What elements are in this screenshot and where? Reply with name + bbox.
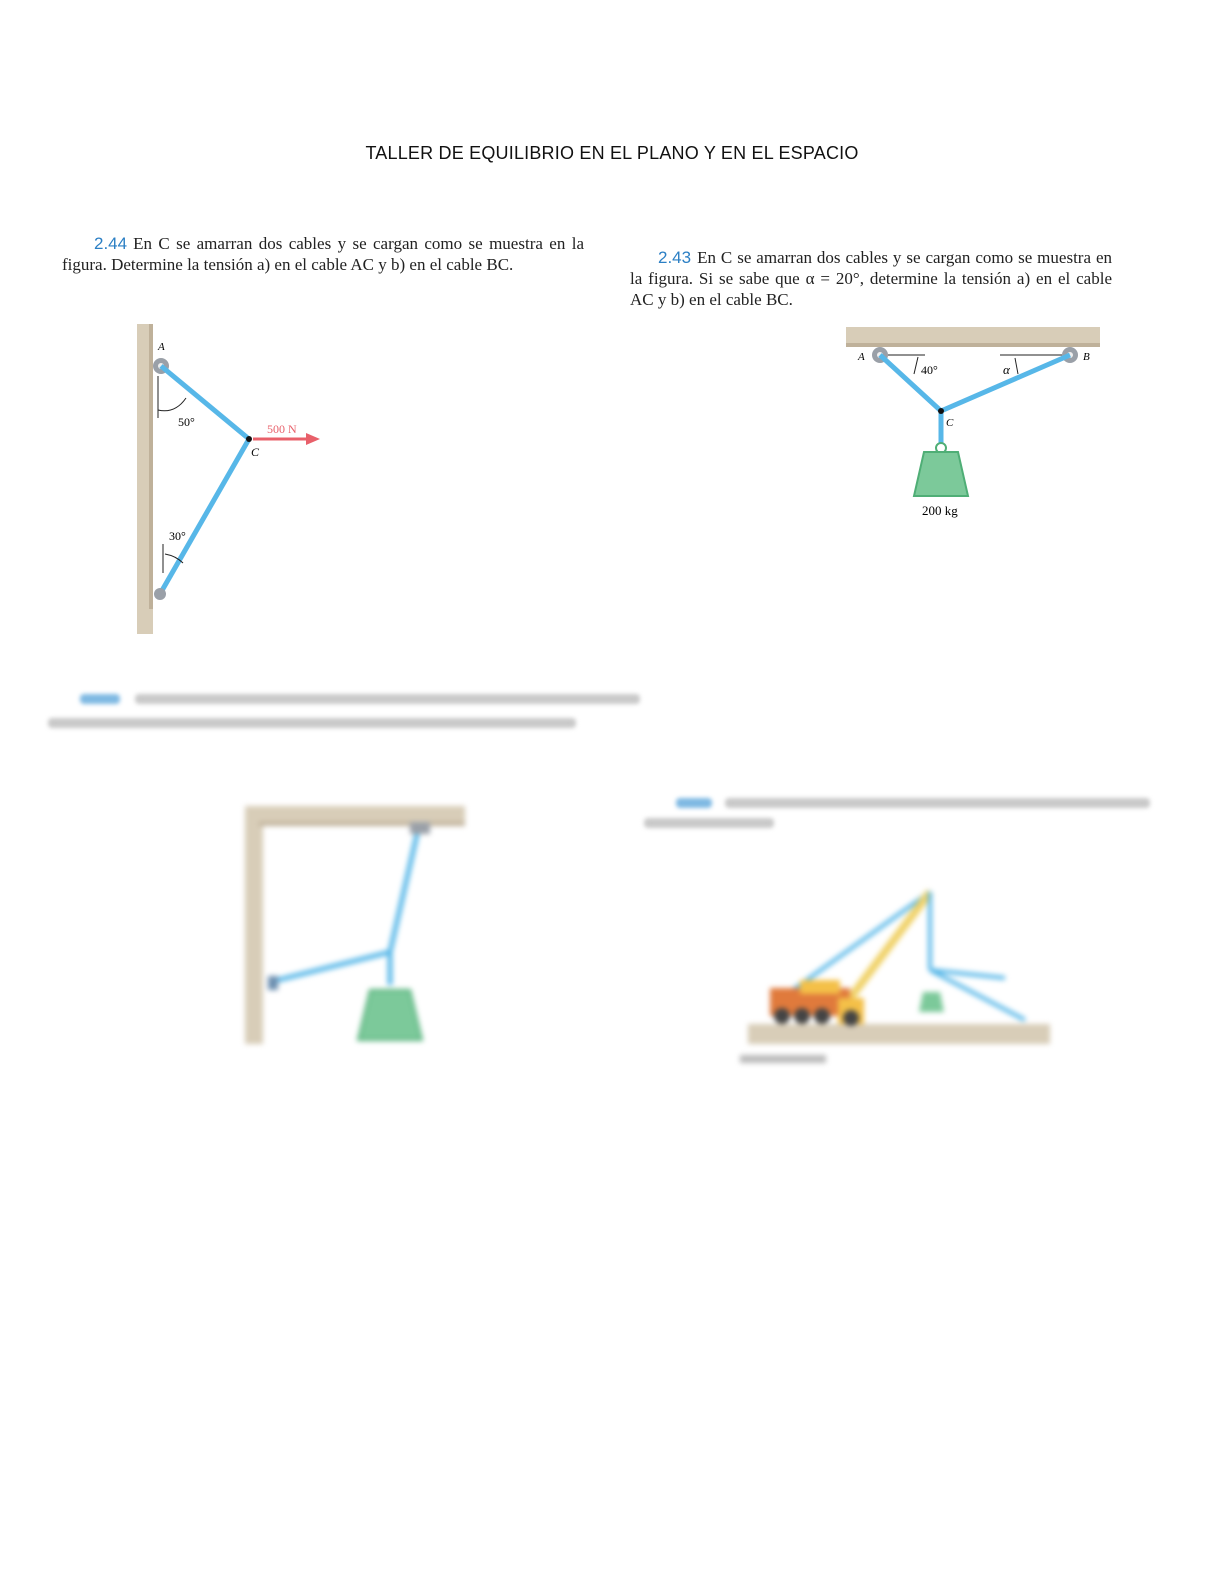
figure-blurred-crane — [740, 880, 1060, 1080]
label-b: B — [1083, 351, 1090, 363]
angle-label-30: 30° — [169, 529, 186, 543]
problem-number: 2.43 — [658, 248, 692, 267]
label-c: C — [946, 417, 954, 429]
label-a: A — [858, 351, 865, 363]
mass-label: 200 kg — [922, 503, 958, 518]
weight-block — [914, 452, 968, 496]
force-arrow — [306, 433, 320, 445]
page-title: TALLER DE EQUILIBRIO EN EL PLANO Y EN EL ESPACIO — [365, 143, 859, 163]
problem-text: En C se amarran dos cables y se cargan como se muestra en la figura. Si se sabe que α = 20°, determine la tensión a) en el cable AC y b) en el cable BC. — [630, 248, 1112, 309]
figure-blurred-left — [240, 800, 470, 1070]
angle-label-alpha: α — [1003, 362, 1010, 377]
angle-label-40: 40° — [921, 363, 938, 377]
problem-2-43-statement — [630, 247, 1112, 310]
angle-label-50: 50° — [178, 415, 195, 429]
figure-2-43 — [840, 322, 1110, 527]
label-a: A — [158, 341, 165, 353]
force-label: 500 N — [267, 422, 297, 436]
problem-2-44-statement — [62, 233, 584, 275]
cable-ac — [161, 366, 249, 439]
problem-text: En C se amarran dos cables y se cargan como se muestra en la figura. Determine la tensión a) en el cable AC y b) en el cable BC. — [62, 234, 584, 274]
figure-2-44 — [120, 318, 340, 638]
label-c: C — [251, 445, 260, 459]
problem-number: 2.44 — [94, 234, 128, 253]
cable-bc — [160, 439, 249, 594]
